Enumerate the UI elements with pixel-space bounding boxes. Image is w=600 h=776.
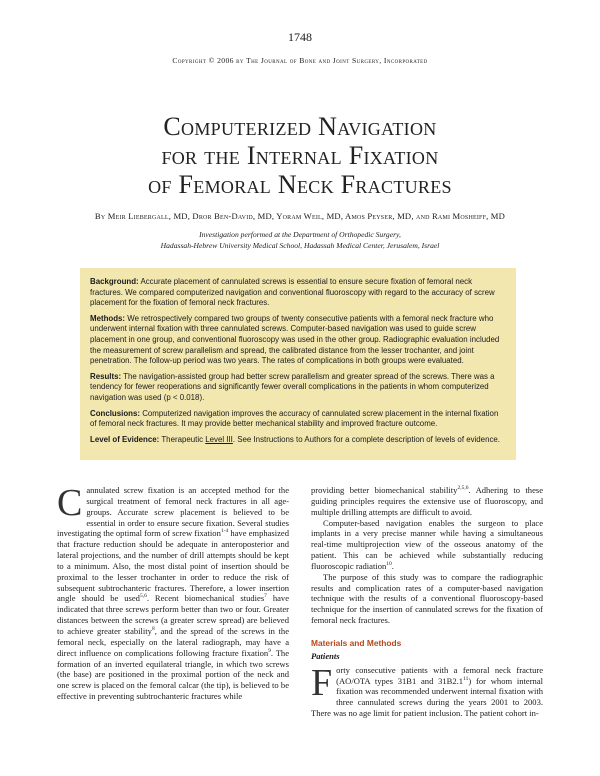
methods-label: Methods: bbox=[90, 313, 126, 323]
background-label: Background: bbox=[90, 277, 139, 286]
background-text: Accurate placement of cannulated screws is essential to ensure secure fixation of femoral neck fractures. We compared computerized navigation and conventional fluoroscopy with regard to the accuracy of screw placement for the fixation of femoral neck fractures. bbox=[90, 277, 495, 308]
citation: 9 bbox=[268, 647, 271, 654]
section-heading: Materials and Methods bbox=[311, 637, 402, 648]
level-label: Level of Evidence: bbox=[90, 434, 160, 444]
paragraph-continued bbox=[311, 485, 543, 518]
paragraph-purpose: The purpose of this study was to compare the radiographic results and complication rates of a computer-based navigation technique with the results of a conventional fluoroscopy-based technique for the insertion of cannulated screws for the fixation of femoral neck fractures. bbox=[311, 571, 543, 626]
conclusions-text: Computerized navigation improves the accuracy of cannulated screw placement in the internal fixation of femoral neck fractures. It may provide better mechanical stability and improved fracture outcome. bbox=[90, 408, 499, 429]
affiliation bbox=[0, 229, 600, 251]
level-pre: Therapeutic bbox=[161, 434, 204, 444]
results-text: The navigation-assisted group had better screw parallelism and greater spread of the screws. There was a tendency for fewer reoperations and significantly fewer overall complications in the patients in whom computerized navigation was used (p < 0.018). bbox=[90, 371, 495, 402]
citation: 5,6 bbox=[139, 593, 147, 600]
intro-paragraph bbox=[57, 482, 290, 702]
title-line-1: Computerized Navigation bbox=[163, 112, 437, 141]
body-column-right bbox=[311, 485, 543, 719]
intro-text-5: , and the spread of the screws in the femoral neck, especially on the lateral radiograph, may have a direct influence on complications following fracture fixation bbox=[57, 625, 289, 658]
abstract-background bbox=[90, 277, 506, 309]
copyright-line: Copyright © 2006 by The Journal of Bone and Joint Surgery, Incorporated bbox=[172, 56, 428, 65]
abstract-box bbox=[80, 268, 516, 460]
affiliation-line-1: Investigation performed at the Department of Orthopedic Surgery, bbox=[199, 230, 401, 239]
citation: 11 bbox=[463, 675, 469, 682]
paragraph-navigation bbox=[311, 518, 543, 572]
body-column-left bbox=[57, 482, 290, 702]
conclusions-label: Conclusions: bbox=[90, 408, 140, 418]
citation: 1-4 bbox=[220, 528, 229, 535]
citation: 10 bbox=[386, 561, 392, 568]
abstract-conclusions bbox=[90, 409, 506, 430]
author-list: By Meir Liebergall, MD, Dror Ben-David, MD, Yoram Weil, MD, Amos Peyser, MD, and Rami Mosheiff, MD bbox=[94, 211, 506, 221]
citation: 7 bbox=[264, 593, 267, 600]
para-text: ) for whom internal fixation was recommended underwent internal fixation with three cannulated screws during the years 2001 to 2003. There was no age limit for patient inclusion. The patient cohort in- bbox=[311, 675, 543, 719]
para-text: . bbox=[391, 560, 394, 571]
affiliation-line-2: Hadassah-Hebrew University Medical School, Hadassah Medical Center, Jerusalem, Israel bbox=[160, 241, 440, 250]
para-text: Computer-based navigation enables the surgeon to place implants in a very precise manner while having a simultaneous real-time multiprojection view of the osseous anatomy of the patient. This can be achieved while substantially reducing fluoroscopic radiation bbox=[311, 517, 543, 571]
citation: 2,5,6 bbox=[457, 485, 469, 492]
article-title bbox=[0, 112, 600, 199]
intro-text-6: . The formation of an inverted equilateral triangle, in which two screws (the base) are positioned in the proximal portion of the neck and one screw is placed on the femoral calcar (the tip), is believed to be effective in preventing subtrochanteric fractures while bbox=[57, 647, 289, 702]
abstract-level bbox=[90, 435, 506, 446]
methods-text: We retrospectively compared two groups of twenty consecutive patients with a femoral neck fracture who underwent internal fixation with three cannulated screws. Computer-based navigation was used to guide screw placement in one group, and conventional fluoroscopy was used in the other group. Radiographic evaluation included the measurement of screw parallelism and spread, the calibrated distance from the lesser trochanter, and joint penetration. The follow-up period was two years. The rates of complications in both groups were evaluated. bbox=[90, 313, 500, 366]
para-text: orty consecutive patients with a femoral neck fracture (AO/OTA types 31B1 and 31B2.1 bbox=[336, 664, 543, 686]
intro-text-2: have emphasized that fracture reduction should be adequate in anteroposterior and lateral projections, and the number of drill attempts should be kept to a minimum. Also, the most distal point of insertion should be proximal to the lesser trochanter in order to reduce the risk of subsequent subtrochanteric fractures. Therefore, a lower insertion angle should be used bbox=[57, 528, 289, 604]
results-label: Results: bbox=[90, 371, 122, 381]
citation: 8 bbox=[151, 626, 155, 633]
intro-text-1: annulated screw fixation is an accepted method for the surgical treatment of femoral neck fractures in all age-groups. Accurate screw placement is believed to be essential in order to ensure secure fixation. Several studies investigating the optimal form of screw fixation bbox=[57, 485, 289, 539]
abstract-results bbox=[90, 372, 506, 404]
para-text: . Adhering to these guiding principles requires the extensive use of fluoroscopy, and multiple drilling attempts are difficult to avoid. bbox=[311, 485, 543, 517]
title-line-2: for the Internal Fixation bbox=[161, 141, 439, 170]
paragraph-patients bbox=[311, 661, 543, 719]
para-text: providing better biomechanical stability bbox=[311, 485, 458, 495]
intro-text-4: have indicated that three screws perform better than two or four. Greater distances between the screws (a greater screw spread) are believed to achieve greater stability bbox=[57, 593, 290, 636]
drop-cap-f: F bbox=[311, 661, 333, 704]
intro-text-3: . Recent biomechanical studies bbox=[146, 593, 265, 604]
level-link[interactable]: Level III bbox=[205, 434, 233, 444]
abstract-methods bbox=[90, 314, 506, 367]
drop-cap-c: C bbox=[57, 482, 83, 524]
subsection-heading: Patients bbox=[311, 650, 340, 661]
title-line-3: of Femoral Neck Fractures bbox=[148, 170, 452, 199]
level-post: . See Instructions to Authors for a complete description of levels of evidence. bbox=[232, 434, 500, 444]
page-number: 1748 bbox=[288, 30, 312, 44]
